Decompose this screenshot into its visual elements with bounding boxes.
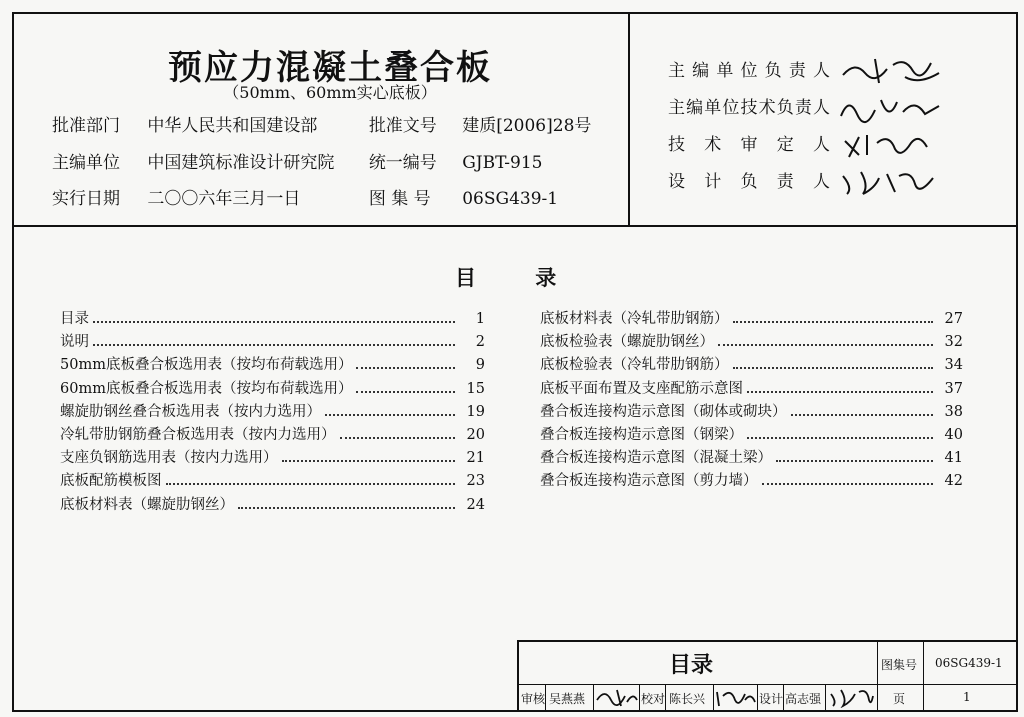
toc-entry[interactable]	[60, 401, 485, 424]
toc-entry-title: 60mm底板叠合板选用表（按均布荷载选用）	[60, 380, 353, 397]
toc-entry-title: 底板材料表（螺旋肋钢丝）	[60, 496, 234, 513]
tb-page-no: 1	[963, 690, 971, 704]
toc-dot-leader	[93, 344, 455, 346]
toc-entry[interactable]	[540, 447, 963, 470]
toc-dot-leader	[747, 391, 933, 393]
responsible-row	[668, 129, 945, 161]
date-row	[52, 184, 558, 209]
responsible-role: 技术审定人	[668, 134, 830, 155]
toc-dot-leader	[762, 483, 934, 485]
toc-entry[interactable]	[540, 378, 963, 401]
toc-entry[interactable]	[540, 354, 963, 377]
toc-entry[interactable]	[60, 308, 485, 331]
toc-entry-title: 50mm底板叠合板选用表（按均布荷载选用）	[60, 357, 353, 374]
tb-atlas-label: 图集号	[881, 658, 918, 672]
toc-dot-leader	[282, 460, 456, 462]
toc-entry[interactable]	[60, 378, 485, 401]
responsible-role: 设计负责人	[668, 171, 830, 192]
toc-entry-title: 支座负钢筋选用表（按内力选用）	[60, 450, 278, 467]
toc-entry-title: 叠合板连接构造示意图（砌体或砌块）	[540, 403, 787, 420]
tb-col-line	[639, 684, 640, 710]
toc-entry[interactable]	[60, 447, 485, 470]
toc-entry-title: 说明	[60, 334, 89, 351]
toc-entry-page: 41	[944, 450, 963, 467]
toc-dot-leader	[733, 367, 934, 369]
approval-no-label: 批准文号	[368, 116, 437, 136]
toc-entry[interactable]	[60, 354, 485, 377]
toc-entry-title: 底板材料表（冷轧带肋钢筋）	[540, 311, 729, 327]
toc-entry-page: 32	[944, 334, 963, 351]
tb-col-line	[923, 684, 924, 710]
tb-col-line	[877, 642, 878, 710]
toc-dot-leader	[238, 507, 455, 509]
toc-entry-page: 42	[944, 473, 963, 490]
tb-col-line	[713, 684, 714, 710]
toc-entry-title: 冷轧带肋钢筋叠合板选用表（按内力选用）	[60, 426, 336, 443]
effective-date-value: 二〇〇六年三月一日	[147, 189, 301, 209]
toc-entry[interactable]	[540, 401, 963, 424]
responsible-row	[668, 166, 945, 198]
toc-dot-leader	[733, 321, 934, 323]
tb-col-line	[757, 684, 758, 710]
editor-unit-value: 中国建筑标准设计研究院	[147, 153, 335, 173]
tb-atlas-no: 06SG439-1	[935, 656, 1003, 670]
toc-entry-page: 34	[944, 357, 963, 374]
tb-checker: 陈长兴	[669, 692, 706, 706]
toc-entry-page: 24	[466, 496, 485, 513]
document-subtitle: （50mm、60mm实心底板）	[223, 83, 437, 102]
tb-review-label: 审核	[521, 692, 546, 706]
toc-dot-leader	[325, 414, 455, 416]
editor-unit-label: 主编单位	[52, 153, 120, 173]
toc-entry-page: 1	[475, 311, 485, 327]
toc-entry[interactable]	[540, 308, 963, 331]
toc-entry-title: 叠合板连接构造示意图（剪力墙）	[540, 473, 758, 490]
toc-entry[interactable]	[540, 470, 963, 493]
toc-entry-title: 底板平面布置及支座配筋示意图	[540, 380, 743, 397]
toc-dot-leader	[166, 483, 456, 485]
tb-reviewer: 吴燕燕	[549, 692, 586, 706]
tb-page-label: 页	[893, 692, 906, 706]
toc-entry-title: 螺旋肋钢丝叠合板选用表（按内力选用）	[60, 403, 321, 420]
signature-mark	[595, 686, 639, 708]
tb-col-line	[783, 684, 784, 710]
toc-entry-page: 27	[944, 311, 963, 327]
tb-col-line	[545, 684, 546, 710]
toc-entry[interactable]	[540, 424, 963, 447]
toc-entry-page: 40	[944, 426, 963, 443]
toc-entry-title: 叠合板连接构造示意图（钢梁）	[540, 426, 743, 443]
toc-entry[interactable]	[540, 331, 963, 354]
atlas-no-value: 06SG439-1	[462, 189, 559, 209]
unified-no-value: GJBT-915	[462, 153, 543, 173]
toc-entry[interactable]	[60, 331, 485, 354]
toc-right-column	[540, 308, 963, 494]
signature-mark	[835, 166, 945, 198]
toc-dot-leader	[356, 391, 455, 393]
responsible-row	[668, 92, 945, 124]
tb-designer: 高志强	[785, 692, 822, 706]
tb-check-label: 校对	[641, 692, 666, 706]
approval-row	[52, 111, 591, 136]
tb-col-line	[923, 642, 924, 684]
toc-entry-page: 20	[466, 426, 485, 443]
toc-left-column	[60, 308, 485, 517]
toc-entry-page: 9	[475, 357, 485, 374]
toc-dot-leader	[356, 367, 455, 369]
toc-entry-page: 38	[944, 403, 963, 420]
signature-mark	[835, 55, 945, 87]
toc-entry[interactable]	[60, 470, 485, 493]
toc-dot-leader	[776, 460, 933, 462]
unified-no-label: 统一编号	[368, 153, 437, 173]
title-block	[517, 640, 1018, 712]
toc-dot-leader	[340, 437, 456, 439]
toc-entry-page: 15	[466, 380, 485, 397]
toc-dot-leader	[718, 344, 933, 346]
toc-entry-title: 底板配筋模板图	[60, 473, 162, 490]
toc-entry-title: 目录	[60, 311, 89, 327]
toc-dot-leader	[93, 321, 455, 323]
atlas-no-label: 图 集 号	[368, 189, 431, 209]
toc-dot-leader	[747, 437, 933, 439]
signature-mark	[835, 129, 945, 161]
toc-dot-leader	[791, 414, 934, 416]
signature-mark	[715, 686, 757, 708]
toc-entry-title: 底板检验表（冷轧带肋钢筋）	[540, 357, 729, 374]
tb-col-line	[665, 684, 666, 710]
effective-date-label: 实行日期	[52, 189, 120, 209]
approval-no-value: 建质[2006]28号	[462, 116, 592, 136]
tb-drawing-title: 目录	[669, 652, 714, 678]
tb-design-label: 设计	[759, 692, 784, 706]
tb-col-line	[593, 684, 594, 710]
responsible-role: 主编单位负责人	[668, 60, 830, 81]
document-title: 预应力混凝土叠合板	[168, 48, 492, 88]
header-divider	[12, 225, 1018, 227]
toc-entry[interactable]	[60, 494, 485, 517]
signature-mark	[835, 92, 945, 124]
toc-entry-page: 2	[475, 334, 485, 351]
toc-entry-page: 37	[944, 380, 963, 397]
toc-entry-title: 叠合板连接构造示意图（混凝土梁）	[540, 450, 772, 467]
toc-entry[interactable]	[60, 424, 485, 447]
approval-dept-label: 批准部门	[52, 116, 120, 136]
responsible-row	[668, 55, 945, 87]
toc-entry-page: 23	[466, 473, 485, 490]
responsible-role: 主编单位技术负责人	[668, 97, 830, 118]
toc-title: 目 录	[455, 265, 557, 290]
toc-entry-page: 21	[466, 450, 485, 467]
signature-mark	[829, 686, 875, 708]
toc-entry-page: 19	[466, 403, 485, 420]
editor-row	[52, 148, 542, 173]
tb-col-line	[825, 684, 826, 710]
toc-entry-title: 底板检验表（螺旋肋钢丝）	[540, 334, 714, 351]
approval-dept-value: 中华人民共和国建设部	[147, 116, 318, 136]
